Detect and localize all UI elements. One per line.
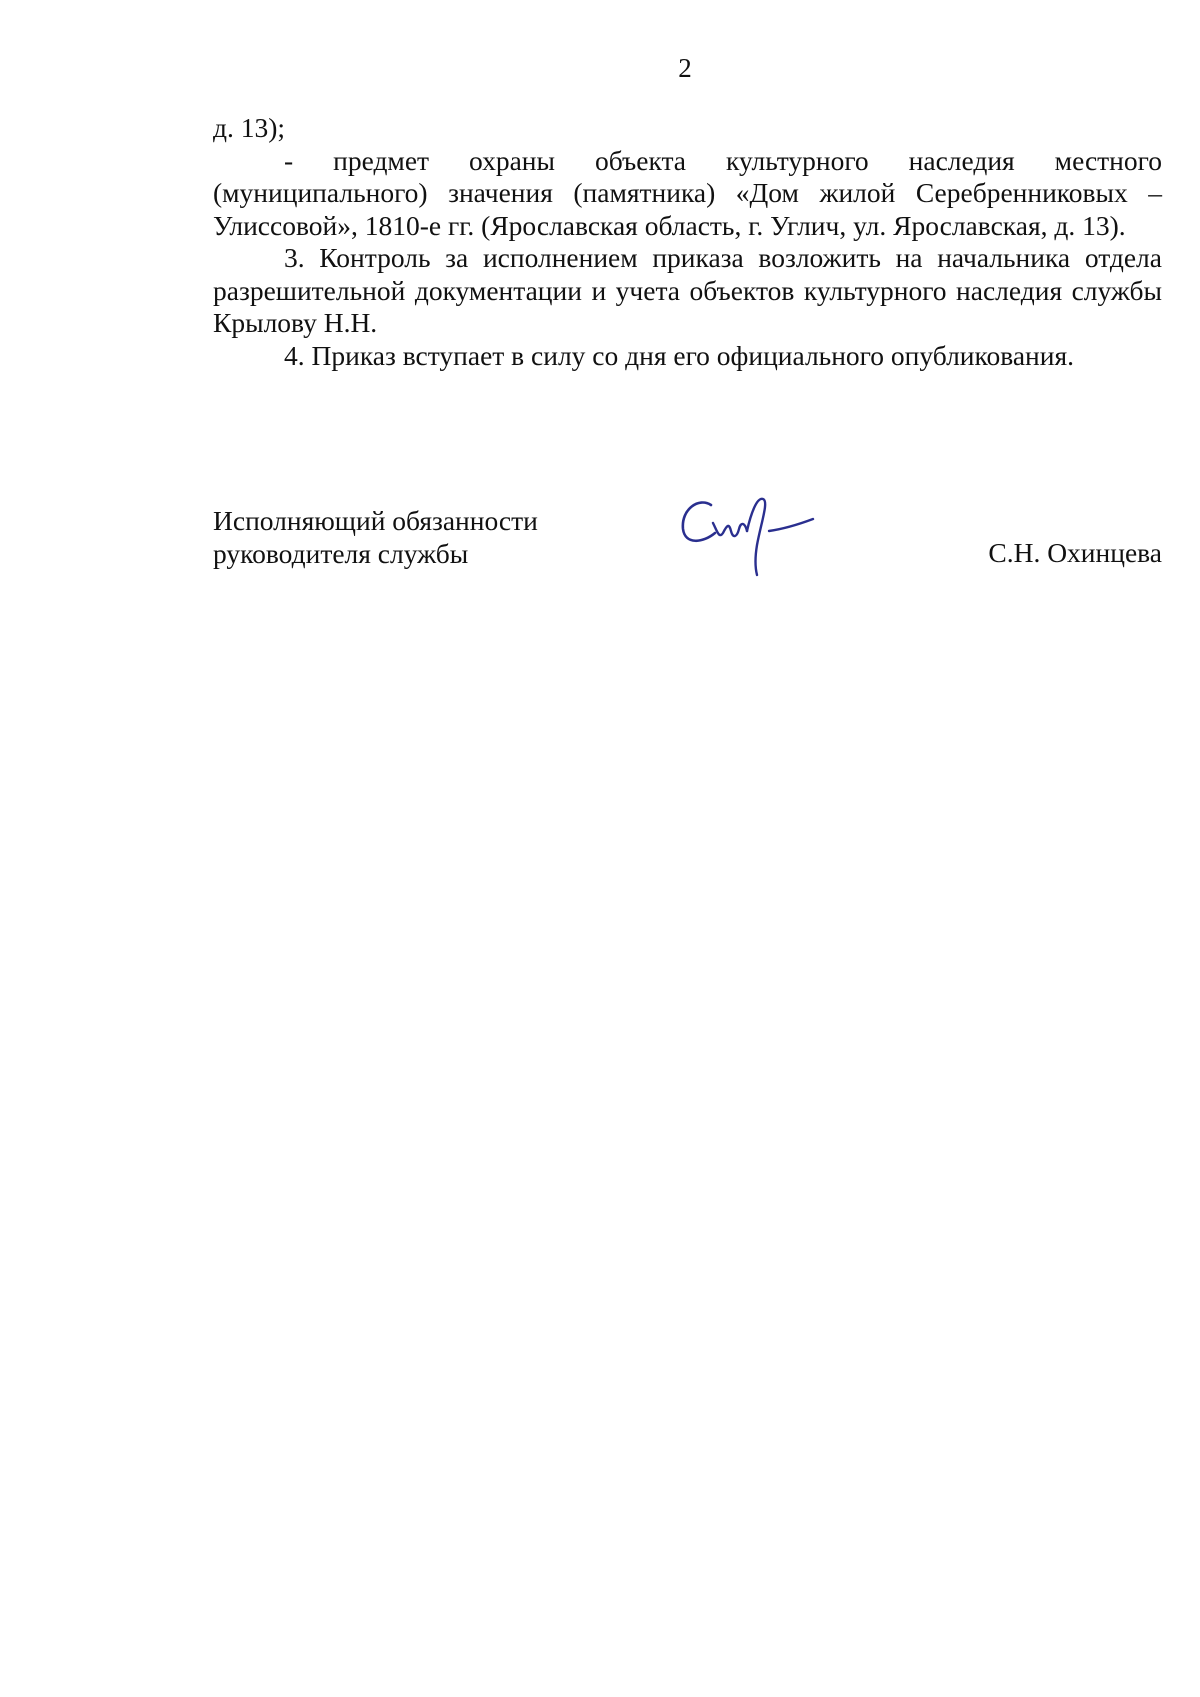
paragraph-address-continuation: д. 13); bbox=[213, 112, 286, 143]
handwritten-signature bbox=[673, 483, 833, 583]
signatory-position-line-1: Исполняющий обязанности bbox=[213, 505, 538, 536]
signatory-position-line-2: руководителя службы bbox=[213, 537, 469, 569]
document-body bbox=[213, 112, 1162, 372]
paragraph-protection-subject: - предмет охраны объекта культурного наследия местного (муниципального) значения (памятника) «Дом жилой Серебренниковых – Улиссовой», 1810-е гг. (Ярославская область, г. Углич, ул. Ярославская, д. 13). bbox=[213, 144, 1162, 241]
paragraph-effective-clause: 4. Приказ вступает в силу со дня его официального опубликования. bbox=[284, 339, 1075, 371]
page-number: 2 bbox=[678, 53, 692, 83]
signature-block bbox=[213, 505, 1162, 585]
signatory-position bbox=[213, 505, 538, 570]
paragraph-control-clause: 3. Контроль за исполнением приказа возложить на начальника отдела разрешительной документации и учета объектов культурного наследия службы Крылову Н.Н. bbox=[213, 242, 1162, 338]
signatory-name: С.Н. Охинцева bbox=[988, 537, 1162, 568]
